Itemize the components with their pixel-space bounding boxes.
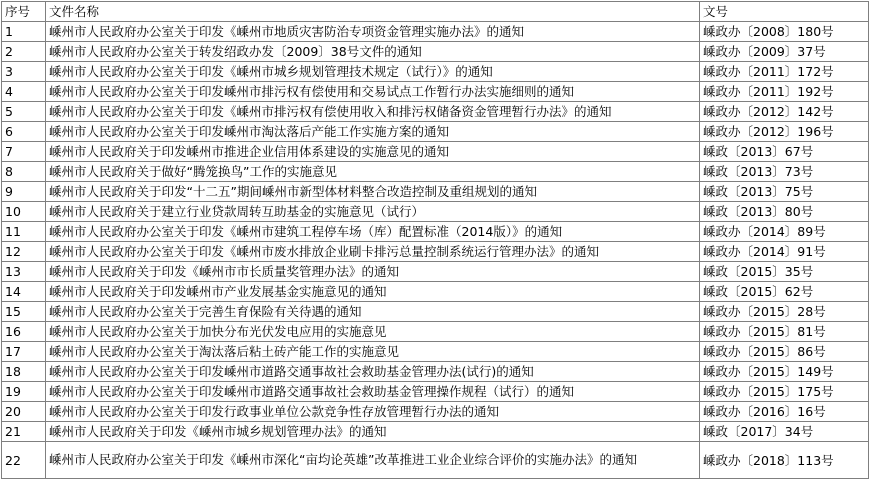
row-no-cell: 8 [2,162,46,182]
table-row [2,162,869,182]
name-cell: 嵊州市人民政府办公室关于淘汰落后粘土砖产能工作的实施意见 [46,342,700,362]
document-table [1,1,869,479]
doc-no-cell: 嵊政办〔2015〕86号 [700,342,869,362]
row-no-cell: 12 [2,242,46,262]
table-row [2,82,869,102]
table-header-row [2,2,869,22]
doc-no-cell: 嵊政〔2013〕80号 [700,202,869,222]
doc-no-cell: 嵊政〔2015〕35号 [700,262,869,282]
row-no-cell: 2 [2,42,46,62]
header-doc-no: 文号 [700,2,869,22]
row-no-cell: 9 [2,182,46,202]
name-cell: 嵊州市人民政府办公室关于完善生育保险有关待遇的通知 [46,302,700,322]
name-cell: 嵊州市人民政府关于印发《嵊州市市长质量奖管理办法》的通知 [46,262,700,282]
table-row [2,62,869,82]
name-cell: 嵊州市人民政府办公室关于印发嵊州市道路交通事故社会救助基金管理操作规程（试行）的通知 [46,382,700,402]
doc-no-cell: 嵊政〔2013〕73号 [700,162,869,182]
row-no-cell: 14 [2,282,46,302]
row-no-cell: 16 [2,322,46,342]
table-row [2,402,869,422]
doc-no-cell: 嵊政办〔2011〕172号 [700,62,869,82]
table-row [2,442,869,479]
table-row [2,102,869,122]
row-no-cell: 18 [2,362,46,382]
name-cell: 嵊州市人民政府办公室关于转发绍政办发〔2009〕38号文件的通知 [46,42,700,62]
row-no-cell: 22 [2,442,46,479]
row-no-cell: 11 [2,222,46,242]
doc-no-cell: 嵊政〔2015〕62号 [700,282,869,302]
header-no: 序号 [2,2,46,22]
doc-no-cell: 嵊政办〔2015〕28号 [700,302,869,322]
name-cell: 嵊州市人民政府办公室关于加快分布光伏发电应用的实施意见 [46,322,700,342]
name-cell: 嵊州市人民政府关于印发“十二五”期间嵊州市新型体材料整合改造控制及重组规划的通知 [46,182,700,202]
doc-no-cell: 嵊政办〔2015〕175号 [700,382,869,402]
table-row [2,302,869,322]
table-row [2,282,869,302]
name-cell: 嵊州市人民政府办公室关于印发《嵊州市废水排放企业刷卡排污总量控制系统运行管理办法》的通知 [46,242,700,262]
doc-no-cell: 嵊政〔2013〕75号 [700,182,869,202]
row-no-cell: 17 [2,342,46,362]
table-row [2,382,869,402]
doc-no-cell: 嵊政办〔2011〕192号 [700,82,869,102]
doc-no-cell: 嵊政办〔2018〕113号 [700,442,869,479]
table-row [2,422,869,442]
name-cell: 嵊州市人民政府关于建立行业贷款周转互助基金的实施意见（试行） [46,202,700,222]
table-row [2,122,869,142]
row-no-cell: 19 [2,382,46,402]
doc-no-cell: 嵊政办〔2012〕196号 [700,122,869,142]
doc-no-cell: 嵊政〔2017〕34号 [700,422,869,442]
row-no-cell: 10 [2,202,46,222]
name-cell: 嵊州市人民政府办公室关于印发行政事业单位公款竞争性存放管理暂行办法的通知 [46,402,700,422]
table-row [2,142,869,162]
doc-no-cell: 嵊政办〔2009〕37号 [700,42,869,62]
table-row [2,202,869,222]
row-no-cell: 13 [2,262,46,282]
table-row [2,262,869,282]
table-row [2,22,869,42]
header-name: 文件名称 [46,2,700,22]
row-no-cell: 15 [2,302,46,322]
table-row [2,342,869,362]
row-no-cell: 1 [2,22,46,42]
name-cell: 嵊州市人民政府办公室关于印发嵊州市道路交通事故社会救助基金管理办法(试行)的通知 [46,362,700,382]
table-row [2,242,869,262]
name-cell: 嵊州市人民政府办公室关于印发《嵊州市深化“亩均论英雄”改革推进工业企业综合评价的实施办法》的通知 [46,442,700,479]
doc-no-cell: 嵊政办〔2015〕149号 [700,362,869,382]
table-row [2,42,869,62]
name-cell: 嵊州市人民政府办公室关于印发《嵊州市地质灾害防治专项资金管理实施办法》的通知 [46,22,700,42]
doc-no-cell: 嵊政办〔2016〕16号 [700,402,869,422]
table-row [2,322,869,342]
doc-no-cell: 嵊政办〔2015〕81号 [700,322,869,342]
row-no-cell: 5 [2,102,46,122]
row-no-cell: 6 [2,122,46,142]
row-no-cell: 3 [2,62,46,82]
doc-no-cell: 嵊政办〔2012〕142号 [700,102,869,122]
name-cell: 嵊州市人民政府办公室关于印发《嵊州市城乡规划管理技术规定（试行）》的通知 [46,62,700,82]
name-cell: 嵊州市人民政府办公室关于印发嵊州市淘汰落后产能工作实施方案的通知 [46,122,700,142]
row-no-cell: 21 [2,422,46,442]
doc-no-cell: 嵊政〔2013〕67号 [700,142,869,162]
row-no-cell: 4 [2,82,46,102]
table-row [2,182,869,202]
name-cell: 嵊州市人民政府关于印发《嵊州市城乡规划管理办法》的通知 [46,422,700,442]
doc-no-cell: 嵊政办〔2014〕89号 [700,222,869,242]
name-cell: 嵊州市人民政府办公室关于印发嵊州市排污权有偿使用和交易试点工作暂行办法实施细则的通知 [46,82,700,102]
name-cell: 嵊州市人民政府办公室关于印发《嵊州市建筑工程停车场（库）配置标准（2014版）》的通知 [46,222,700,242]
row-no-cell: 20 [2,402,46,422]
doc-no-cell: 嵊政办〔2008〕180号 [700,22,869,42]
doc-no-cell: 嵊政办〔2014〕91号 [700,242,869,262]
row-no-cell: 7 [2,142,46,162]
name-cell: 嵊州市人民政府关于印发嵊州市产业发展基金实施意见的通知 [46,282,700,302]
name-cell: 嵊州市人民政府关于印发嵊州市推进企业信用体系建设的实施意见的通知 [46,142,700,162]
table-row [2,362,869,382]
name-cell: 嵊州市人民政府办公室关于印发《嵊州市排污权有偿使用收入和排污权储备资金管理暂行办法》的通知 [46,102,700,122]
name-cell: 嵊州市人民政府关于做好“腾笼换鸟”工作的实施意见 [46,162,700,182]
table-row [2,222,869,242]
